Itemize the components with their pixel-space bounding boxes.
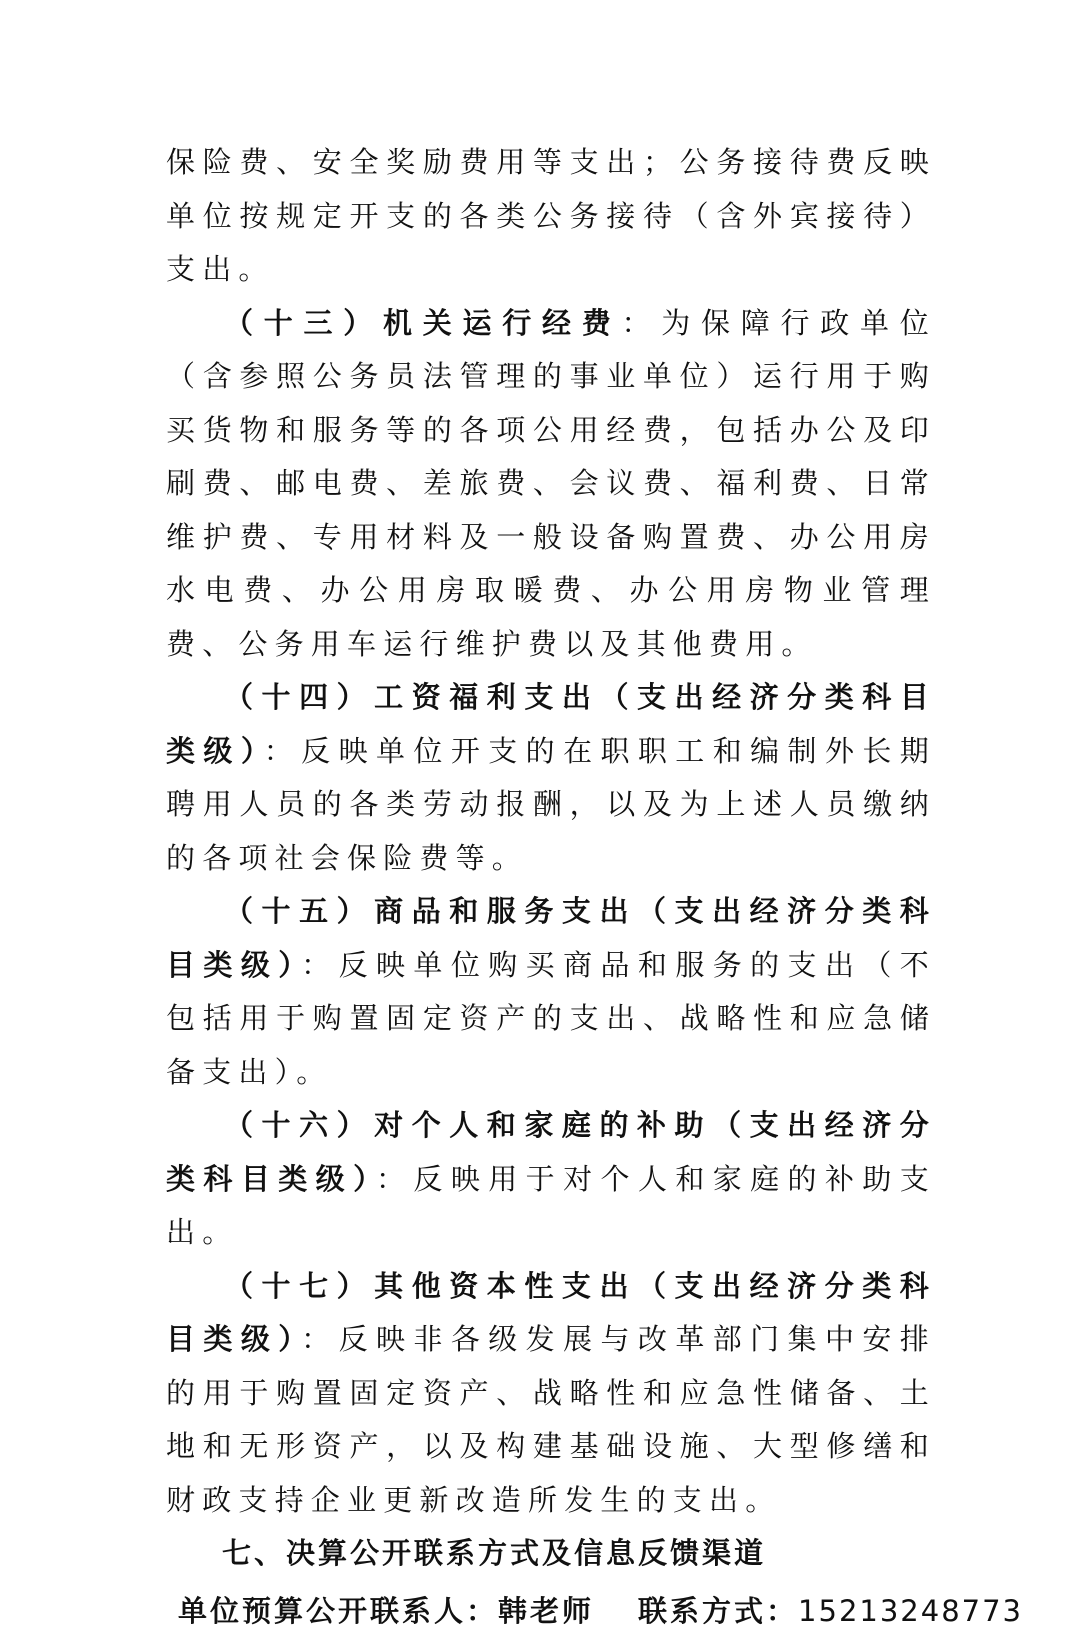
item-14-term: （十四）工资福利支出（支出经济分类科目类级） <box>166 680 936 768</box>
item-15-paragraph <box>166 885 936 1099</box>
item-17-description: ：反映非各级发展与改革部门集中安排的用于购置固定资产、战略性和应急性储备、土地和无形资产，以及构建基础设施、大型修缮和财政支持企业更新改造所发生的支出。 <box>166 1322 936 1517</box>
item-13-term: （十三）机关运行经费 <box>224 305 622 340</box>
contact-phone-label: 联系方式： <box>638 1593 799 1628</box>
item-15-term: （十五）商品和服务支出（支出经济分类科目类级） <box>166 894 936 982</box>
item-13-description: ：为保障行政单位（含参照公务员法管理的事业单位）运行用于购买货物和服务等的各项公用经费，包括办公及印刷费、邮电费、差旅费、会议费、福利费、日常维护费、专用材料及一般设备购置费、办公用房水电费、办公用房取暖费、办公用房物业管理费、公务用车运行维护费以及其他费用。 <box>166 305 936 661</box>
document-page <box>166 136 1024 1641</box>
item-16-paragraph <box>166 1099 936 1260</box>
item-16-term: （十六）对个人和家庭的补助（支出经济分类科目类级） <box>166 1108 936 1196</box>
contact-person-label: 单位预算公开联系人： <box>178 1593 499 1628</box>
contact-phone-number: 15213248773 <box>798 1593 1024 1628</box>
item-14-description: ：反映单位开支的在职职工和编制外长期聘用人员的各类劳动报酬，以及为上述人员缴纳的各项社会保险费等。 <box>166 733 936 875</box>
item-14-paragraph <box>166 671 936 885</box>
item-16-description: ：反映用于对个人和家庭的补助支出。 <box>166 1161 936 1249</box>
item-13-paragraph <box>166 297 936 672</box>
item-17-term: （十七）其他资本性支出（支出经济分类科目类级） <box>166 1268 936 1356</box>
contact-line <box>178 1581 1024 1641</box>
item-15-description: ：反映单位购买商品和服务的支出（不包括用于购置固定资产的支出、战略性和应急储备支出）。 <box>166 947 936 1089</box>
section-heading: 七、决算公开联系方式及信息反馈渠道 <box>222 1536 767 1570</box>
item-17-paragraph <box>166 1260 936 1528</box>
continuation-paragraph: 保险费、安全奖励费用等支出；公务接待费反映单位按规定开支的各类公务接待（含外宾接待）支出。 <box>166 145 936 286</box>
contact-person-name: 韩老师 <box>498 1593 595 1628</box>
